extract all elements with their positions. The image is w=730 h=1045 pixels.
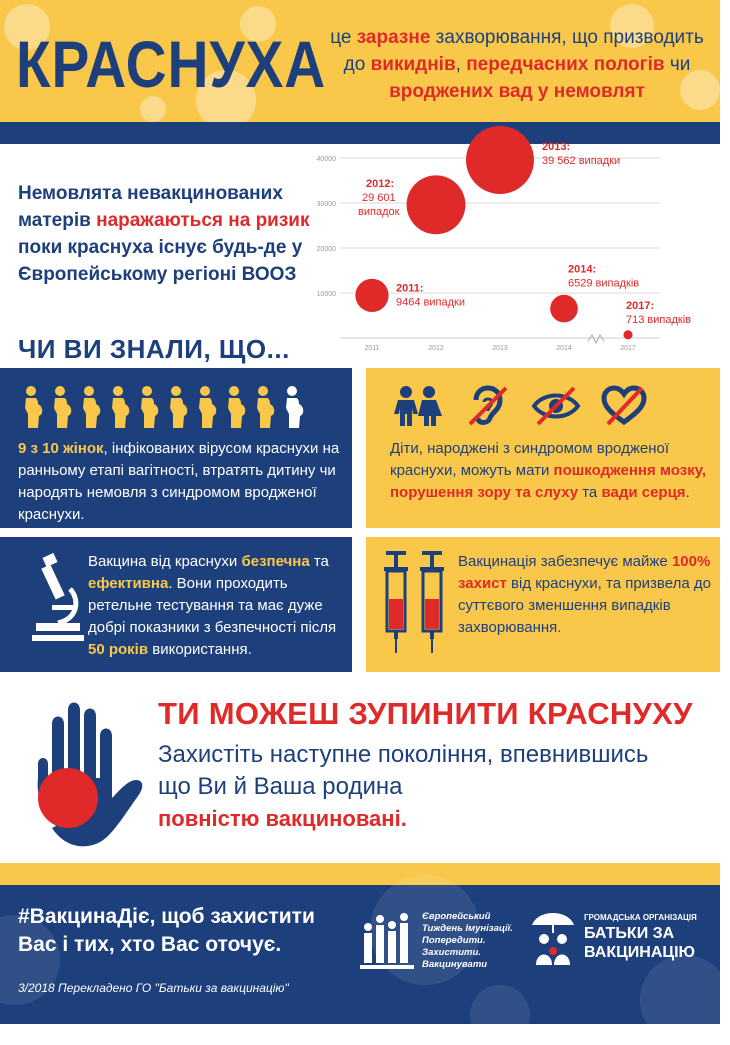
bubble-point [466,126,534,194]
pregnant-woman-icon [279,384,305,430]
decor-bubble [640,955,730,1045]
y-tick-label: 30000 [316,201,336,208]
syringes-icon [380,547,450,657]
women-panel [0,368,352,528]
point-label-value: 29 601 [362,191,396,204]
point-label-year: 2011: [396,282,424,295]
org-name-line-2: ВАКЦИНАЦІЮ [584,944,696,961]
point-label-value: 9464 випадки [396,296,465,309]
protection-panel-text: Вакцинація забезпечує майже 100% захист від краснухи, та призвела до суттєвого зменшення випадків захворювання. [458,553,711,636]
rubella-cases-chart [300,140,710,358]
page-title: КРАСНУХА [16,27,327,101]
stop-line-3: повністю вакциновані. [158,806,407,831]
org-name-line-1: БАТЬКИ ЗА [584,925,675,942]
y-tick-label: 10000 [316,291,336,298]
deaf-ear-icon [466,384,510,428]
point-label-year: 2014: [568,263,597,276]
microscope-icon [30,549,85,644]
children-panel-text: Діти, народжені з синдромом вродженої краснухи, можуть мати пошкодження мозку, порушення зору та слуху та вади серця. [390,440,707,501]
pregnant-woman-affected-icon [163,384,189,430]
stop-line-2: що Ви й Ваша родина [158,773,403,800]
decor-bubble [470,985,530,1045]
pregnant-woman-affected-icon [134,384,160,430]
header-banner [0,0,720,122]
footer-divider [0,863,720,885]
intro-text: Немовлята невакцинованих матерів наражаються на ризик поки краснуха існує будь-де у Європейському регіоні ВООЗ [18,183,310,285]
immunization-week-logo-icon [358,907,418,973]
x-tick-label: 2012 [428,345,444,352]
children-icon [392,384,444,428]
point-label-value: 713 випадків [626,313,691,326]
did-you-know-heading: ЧИ ВИ ЗНАЛИ, ЩО... [18,334,290,364]
chart-x-ticks [364,345,635,352]
hashtag-line-2: Вас і тих, хто Вас оточує. [18,933,282,956]
stop-hand-icon [34,698,154,840]
parents-for-vaccination-logo-icon [528,907,578,967]
point-label-value: 6529 випадків [568,277,640,290]
footer [0,885,720,1024]
header-subtitle: це заразне захворювання, що призводить до викиднів, передчасних пологів чи вроджених вад у немовлят [330,27,704,102]
bubble-point [623,330,632,339]
vaccine-safety-panel [0,537,352,672]
bubble-point [407,175,466,234]
axis-break [588,335,604,343]
x-tick-label: 2011 [364,345,380,352]
vaccine-panel-text: Вакцина від краснухи безпечна та ефективна. Вони проходить ретельне тестування та має дуже добрі показники з безпечності після 50 років використання. [88,553,337,658]
point-label-value: 39 562 випадки [542,154,621,167]
pregnant-woman-affected-icon [47,384,73,430]
pregnant-woman-affected-icon [192,384,218,430]
pregnant-woman-affected-icon [105,384,131,430]
x-tick-label: 2013 [492,345,508,352]
bubble-point [355,279,388,312]
children-panel [366,368,720,528]
x-tick-label: 2014 [556,345,572,352]
bubble-point [550,295,578,323]
header-divider [0,122,720,144]
pregnant-woman-affected-icon [18,384,44,430]
y-tick-label: 40000 [316,156,336,163]
y-tick-label: 20000 [316,246,336,253]
point-label-year: 2012: [366,177,395,190]
children-icons-row [392,384,646,428]
chart-y-ticks [317,156,337,298]
stop-rubella-heading: ТИ МОЖЕШ ЗУПИНИТИ КРАСНУХУ [158,696,693,731]
stop-line-1: Захистіть наступне покоління, впевнившись [158,741,649,768]
pregnant-women-icons [18,384,305,430]
heart-defect-icon [602,384,646,428]
protection-panel [366,537,720,672]
x-tick-label: 2017 [620,345,636,352]
hashtag-line-1: #ВакцинаДіє, щоб захистити [18,905,315,928]
point-label-year: 2013: [542,140,571,153]
point-label-value: випадок [358,205,400,218]
point-label-year: 2017: [626,299,655,312]
org-type-label: ГРОМАДСЬКА ОРГАНІЗАЦІЯ [584,913,697,922]
pregnant-woman-affected-icon [76,384,102,430]
women-panel-text: 9 з 10 жінок, інфікованих вірусом краснухи на ранньому етапі вагітності, втратять дитину чи народять немовля з синдромом вродженої краснухи. [18,440,340,523]
translation-note: 3/2018 Перекладено ГО "Батьки за вакцинацію" [18,981,289,995]
blind-eye-icon [532,384,580,428]
pregnant-woman-affected-icon [221,384,247,430]
pregnant-woman-affected-icon [250,384,276,430]
immunization-week-text: Європейський Тиждень Імунізації. Попередити. Захистити. Вакцинувати [422,911,513,970]
